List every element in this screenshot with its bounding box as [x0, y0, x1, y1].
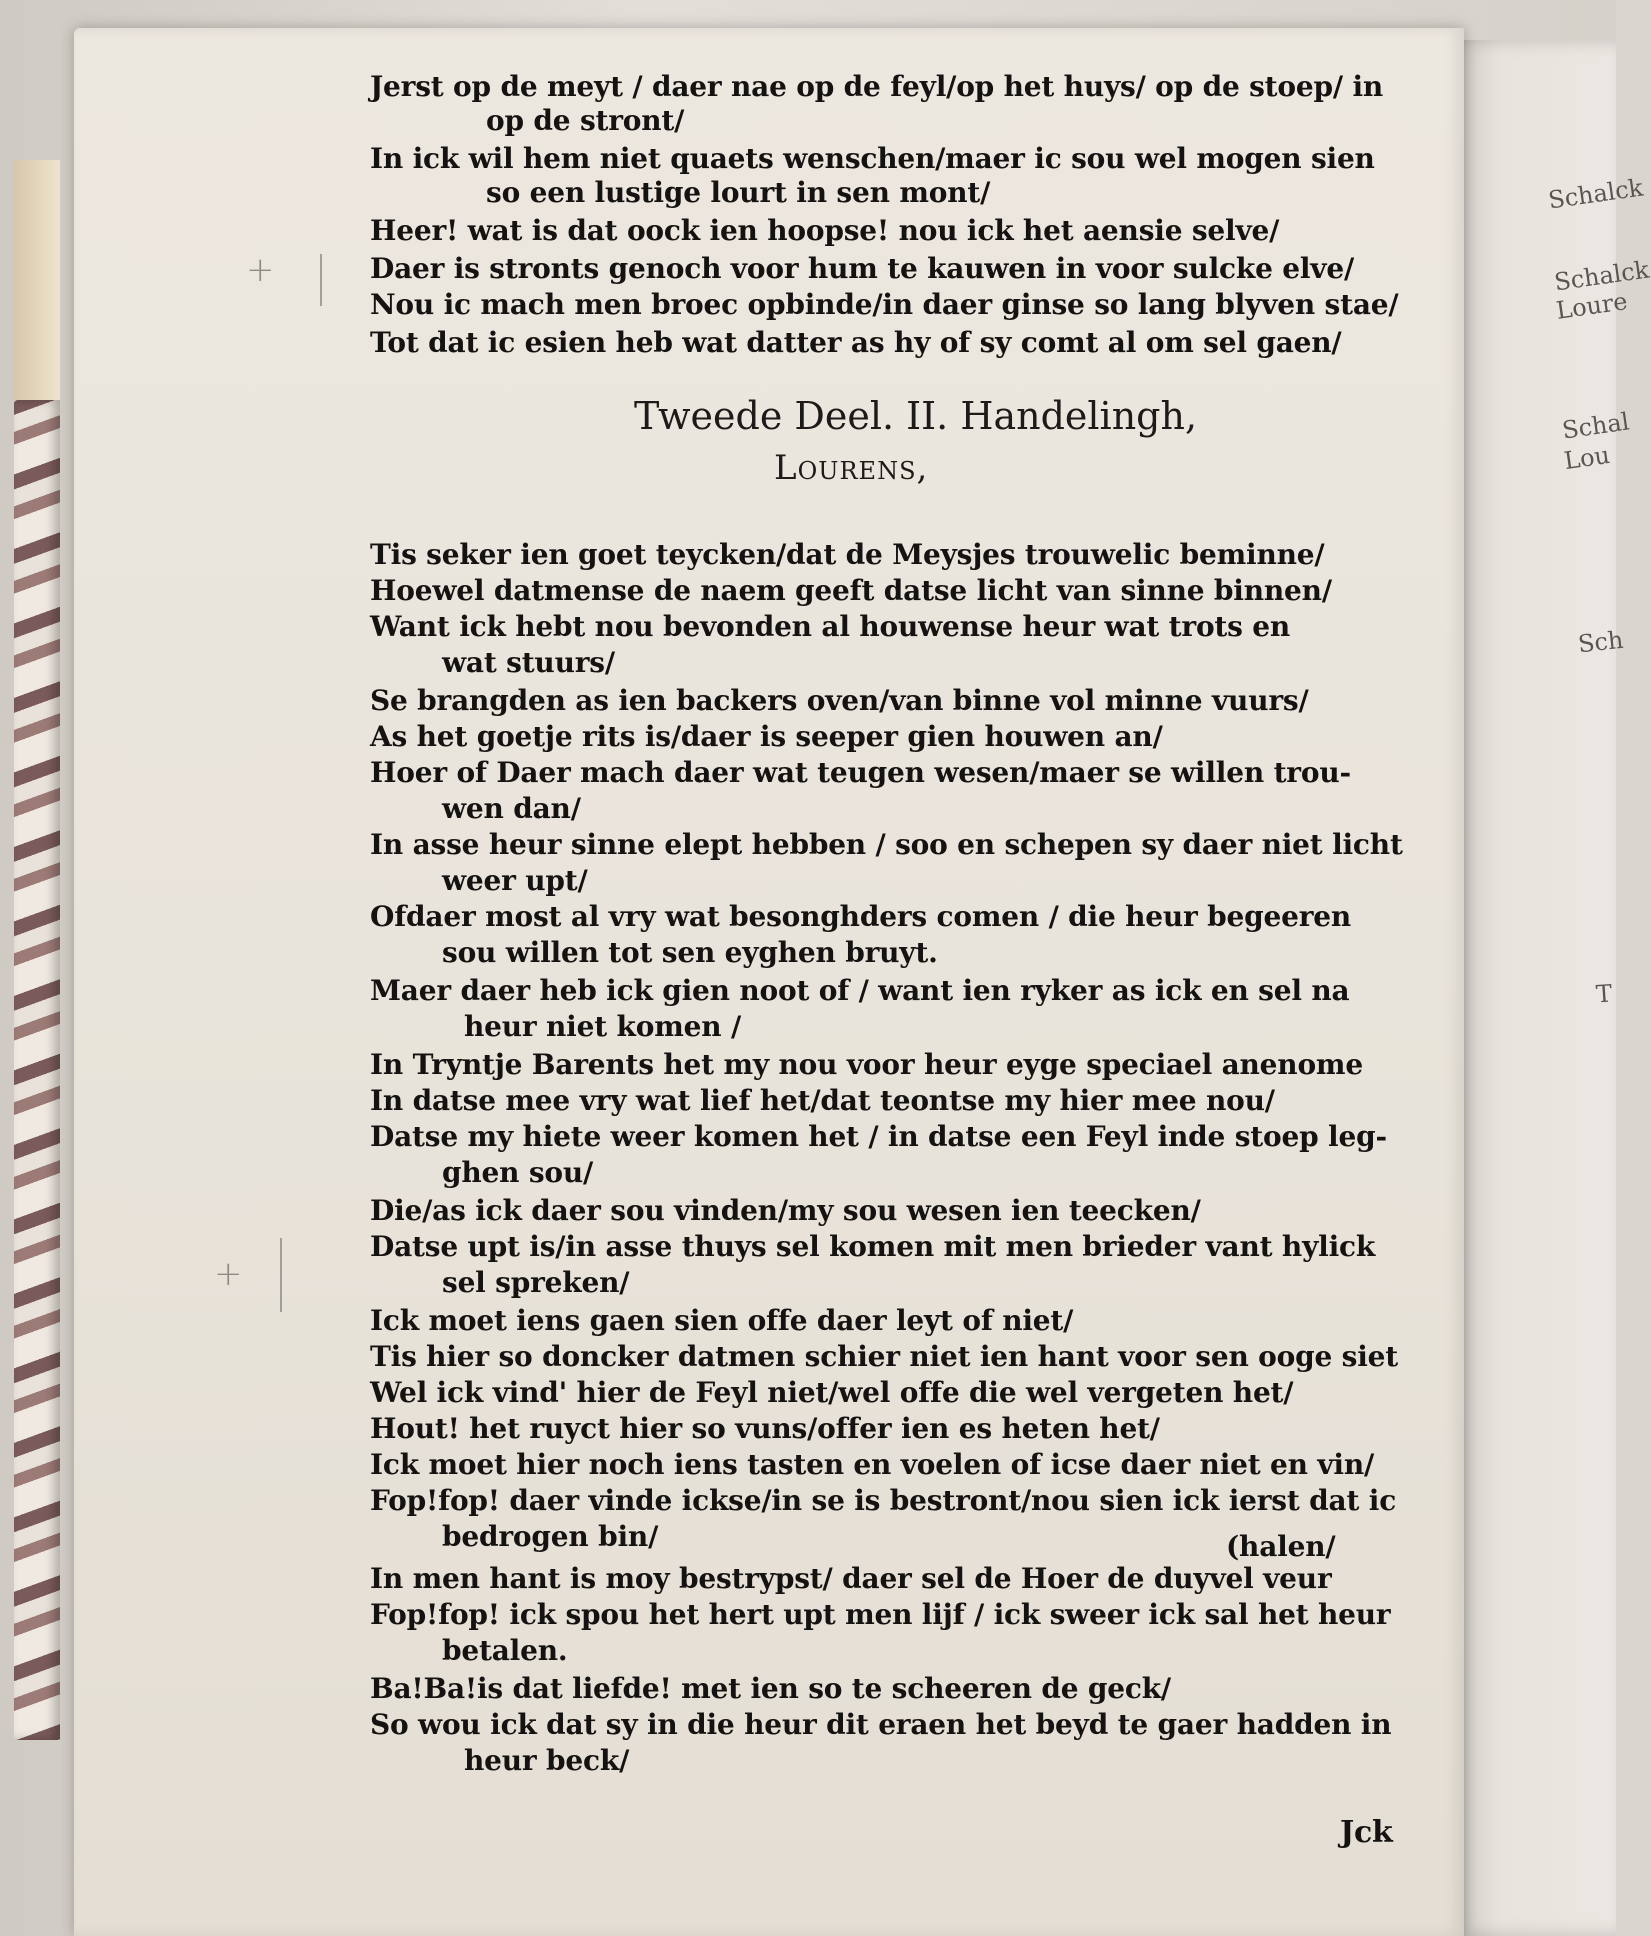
- verse-line: weer upt/: [442, 864, 588, 897]
- verse-line: heur beck/: [464, 1744, 630, 1777]
- facing-page-fragment: Schal: [1560, 407, 1631, 445]
- verse-line: As het goetje rits is/daer is seeper gien houwen an/: [370, 720, 1163, 753]
- section-heading: Tweede Deel. II. Handelingh,: [634, 394, 1198, 438]
- verse-line: heur niet komen /: [464, 1010, 741, 1043]
- pencil-margin-bar: [320, 254, 322, 306]
- verse-line: so een lustige lourt in sen mont/: [486, 176, 991, 209]
- verse-line: In ick wil hem niet quaets wenschen/maer ic sou wel mogen sien: [370, 142, 1375, 175]
- facing-page-fragment: Schalck: [1552, 255, 1651, 297]
- verse-line: Want ick hebt nou bevonden al houwense heur wat trots en: [370, 610, 1291, 643]
- verse-line: Fop!fop! ick spou het hert upt men lijf / ick sweer ick sal het heur: [370, 1598, 1391, 1631]
- pencil-cross-mark: +: [246, 250, 275, 290]
- verse-line: Wel ick vind' hier de Feyl niet/wel offe die wel vergeten het/: [370, 1376, 1294, 1409]
- verse-line: In men hant is moy bestrypst/ daer sel de Hoer de duyvel veur: [370, 1562, 1332, 1595]
- verse-line: Ofdaer most al vry wat besonghders comen / die heur begeeren: [370, 900, 1352, 933]
- verse-line: bedrogen bin/: [442, 1520, 659, 1553]
- verse-line: Hoewel datmense de naem geeft datse licht van sinne binnen/: [370, 574, 1332, 607]
- verse-line: betalen.: [442, 1634, 568, 1667]
- verse-line: Se brangden as ien backers oven/van binne vol minne vuurs/: [370, 684, 1309, 717]
- verse-line: In datse mee vry wat lief het/dat teontse my hier mee nou/: [370, 1084, 1275, 1117]
- facing-page-fragment: Lou: [1562, 440, 1612, 476]
- verse-line: Nou ic mach men broec opbinde/in daer ginse so lang blyven stae/: [370, 288, 1399, 321]
- marbled-endpaper: [14, 400, 60, 1740]
- verse-line-turnover: (halen/: [1226, 1530, 1336, 1563]
- verse-line: Tot dat ic esien heb wat datter as hy of sy comt al om sel gaen/: [370, 326, 1342, 359]
- verse-line: So wou ick dat sy in die heur dit eraen het beyd te gaer hadden in: [370, 1708, 1392, 1741]
- verse-line: Heer! wat is dat oock ien hoopse! nou ick het aensie selve/: [370, 214, 1280, 247]
- pencil-cross-mark: +: [214, 1254, 243, 1294]
- verse-line: op de stront/: [486, 104, 685, 137]
- verse-line: ghen sou/: [442, 1156, 594, 1189]
- verse-line: In Tryntje Barents het my nou voor heur eyge speciael anenome: [370, 1048, 1363, 1081]
- verse-line: sou willen tot sen eyghen bruyt.: [442, 936, 938, 969]
- verse-line: Ick moet hier noch iens tasten en voelen of icse daer niet en vin/: [370, 1448, 1375, 1481]
- verse-line: wen dan/: [442, 792, 581, 825]
- facing-page-fragment: Sch: [1576, 625, 1625, 659]
- pencil-margin-bar: [280, 1238, 282, 1312]
- facing-page-fragment: Schalck: [1546, 173, 1645, 215]
- facing-page-fragment: T: [1595, 979, 1613, 1009]
- verse-line: Hoer of Daer mach daer wat teugen wesen/maer se willen trou-: [370, 756, 1351, 789]
- verse-line: Datse upt is/in asse thuys sel komen mit men brieder vant hylick: [370, 1230, 1376, 1263]
- verse-line: sel spreken/: [442, 1266, 630, 1299]
- verse-line: Die/as ick daer sou vinden/my sou wesen ien teecken/: [370, 1194, 1201, 1227]
- verse-line: Daer is stronts genoch voor hum te kauwen in voor sulcke elve/: [370, 252, 1355, 285]
- verse-line: In asse heur sinne elept hebben / soo en schepen sy daer niet licht: [370, 828, 1403, 861]
- speaker-name: Lourens,: [774, 448, 929, 488]
- verse-line: Hout! het ruyct hier so vuns/offer ien es heten het/: [370, 1412, 1160, 1445]
- facing-page-fragment: Loure: [1554, 287, 1630, 325]
- facing-page: [1450, 40, 1651, 1936]
- verse-line: Ick moet iens gaen sien offe daer leyt of niet/: [370, 1304, 1074, 1337]
- verse-line: Ba!Ba!is dat liefde! met ien so te scheeren de geck/: [370, 1672, 1171, 1705]
- book-cover-edge: [14, 160, 60, 400]
- verse-line: Fop!fop! daer vinde ickse/in se is bestront/nou sien ick ierst dat ic: [370, 1484, 1397, 1517]
- verse-line: wat stuurs/: [442, 646, 615, 679]
- verse-line: Tis hier so doncker datmen schier niet ien hant voor sen ooge siet: [370, 1340, 1399, 1373]
- book-page: [74, 28, 1464, 1936]
- verse-line: Jerst op de meyt / daer nae op de feyl/op het huys/ op de stoep/ in: [370, 70, 1384, 103]
- catchword: Jck: [1340, 1815, 1393, 1850]
- verse-line: Datse my hiete weer komen het / in datse een Feyl inde stoep leg-: [370, 1120, 1387, 1153]
- verse-line: Tis seker ien goet teycken/dat de Meysjes trouwelic beminne/: [370, 538, 1325, 571]
- verse-line: Maer daer heb ick gien noot of / want ien ryker as ick en sel na: [370, 974, 1350, 1007]
